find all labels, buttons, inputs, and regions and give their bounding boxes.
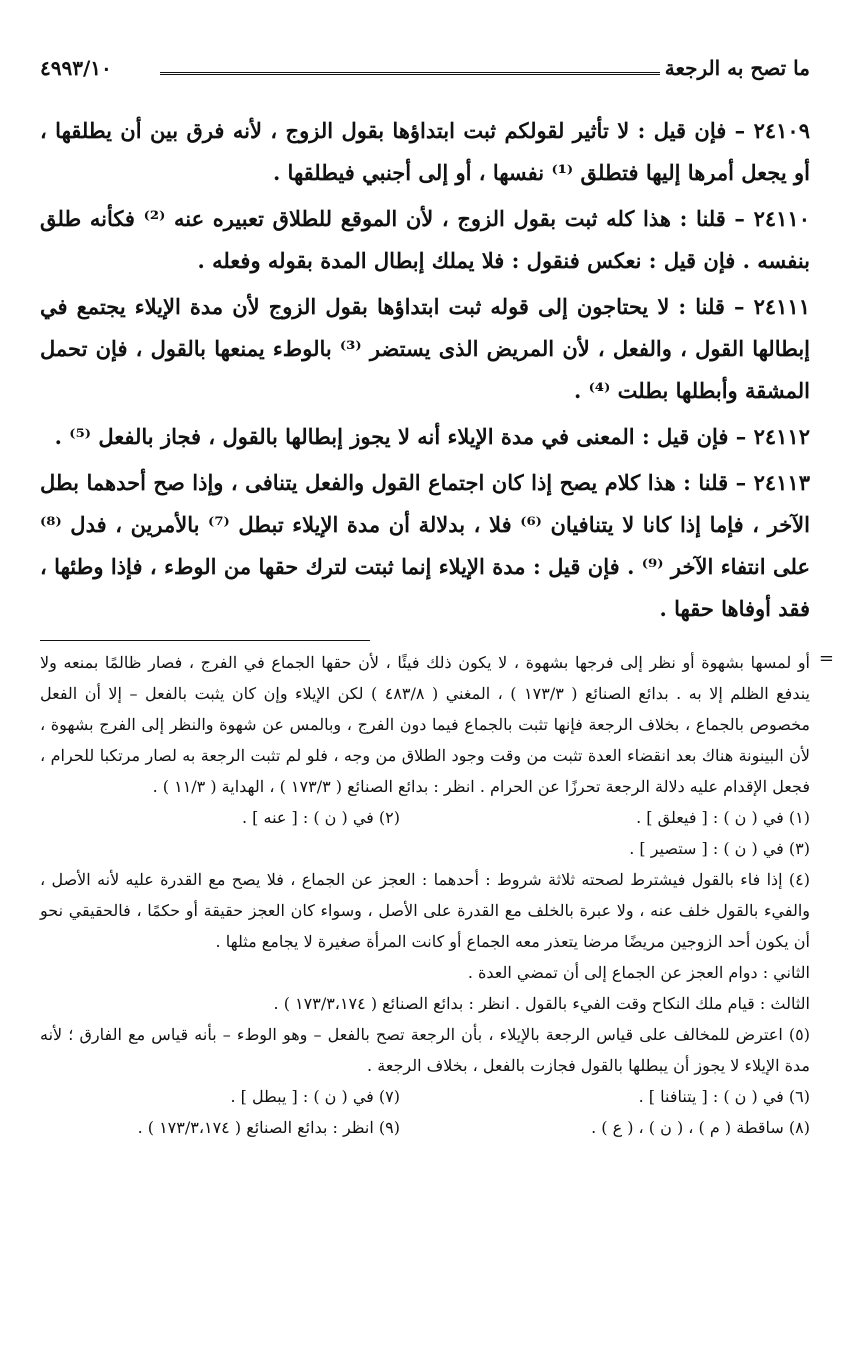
footnote-6: (٦) في ( ن ) : [ يتنافنا ] . [638,1087,810,1106]
paragraph-24109 [40,110,810,194]
footnote-row [40,1081,810,1112]
footnote-4-second: الثاني : دوام العجز عن الجماع إلى أن تمضي العدة . [467,963,810,982]
footnote-row [40,1112,810,1143]
page-number: ٤٩٩٣/١٠ [40,56,112,80]
footnote-4-third: الثالث : قيام ملك النكاح وقت الفيء بالقول . انظر : بدائع الصنائع ( ١٧٣/٣،١٧٤ ) . [273,994,810,1013]
footnote-9: (٩) انظر : بدائع الصنائع ( ١٧٣/٣،١٧٤ ) . [137,1118,400,1137]
paragraph-24110 [40,198,810,282]
footnote-5: (٥) اعترض للمخالف على قياس الرجعة بالإيلاء ، بأن الرجعة تصح بالفعل – وهو الوطء – بأنه قياس مع الفارق ؛ لأنه مدة الإيلاء لا يجوز أن يبطلها بالقول فجازت بالفعل ، بخلاف الرجعة . [40,1025,810,1075]
paragraph-number: ٢٤١١٣ [753,470,810,495]
paragraph-number: ٢٤١٠٩ [753,118,810,143]
footnote-8: (٨) ساقطة ( م ) ، ( ن ) ، ( ع ) . [591,1118,810,1137]
paragraph-text: – فإن قيل : المعنى في مدة الإيلاء أنه لا يجوز إبطالها بالقول ، فجاز بالفعل ⁽⁵⁾ . [54,424,754,449]
page [40,50,834,1143]
footnote-divider [40,640,370,641]
paragraph-24113 [40,462,810,630]
footnote-1: (١) في ( ن ) : [ فيعلق ] . [636,808,810,827]
footnotes-section [40,640,834,1143]
paragraph-number: ٢٤١١١ [753,294,810,319]
main-text [40,110,810,630]
paragraph-number: ٢٤١١٢ [753,424,810,449]
footnote-7: (٧) في ( ن ) : [ يبطل ] . [230,1087,400,1106]
footnote-row [40,802,810,833]
paragraph-24111 [40,286,810,412]
footnote-2: (٢) في ( ن ) : [ عنه ] . [242,808,400,827]
paragraph-text: – قلنا : هذا كلام يصح إذا كان اجتماع القول والفعل يتنافى ، وإذا صح أحدهما بطل الآخر ، فإما إذا كانا لا يتنافيان ⁽⁶⁾ فلا ، بدلالة أن مدة الإيلاء تبطل ⁽⁷⁾ بالأمرين ، فدل ⁽⁸⁾ على انتفاء الآخر ⁽⁹⁾ . فإن قيل : مدة الإيلاء إنما ثبتت لترك حقها من الوطء ، فإذا وطئها ، فقد أوفاها حقها . [40,470,811,621]
paragraph-24112 [40,416,810,458]
running-header [40,50,810,90]
footnote-continuation: أو لمسها بشهوة أو نظر إلى فرجها بشهوة ، لا يكون ذلك فيئًا ، لأن حقها الجماع في الفرج ، فصار ظالمًا بمنعه ولا يندفع الظلم إلا به . بدائع الصنائع ( ١٧٣/٣ ) ، المغني ( ٤٨٣/٨ ) لكن الإيلاء وإن كان يثبت بالفعل – إلا أن الفعل مخصوص بالجماع ، بخلاف الرجعة فإنها تثبت بالجماع فيما دون الفرج ، وبالمس عن شهوة والنظر إلى الفرج بشهوة ، لأن البينونة هناك بعد انقضاء العدة تثبت من وقت وجود الطلاق من وجه ، فلو لم تثبت الرجعة به لصار مرتكبا للحرام ، فجعل الإقدام عليه دلالة الرجعة تحرزًا عن الحرام . انظر : بدائع الصنائع ( ١٧٣/٣ ) ، الهداية ( ١١/٣ ) . [40,653,811,796]
paragraph-text: – فإن قيل : لا تأثير لقولكم ثبت ابتداؤها بقول الزوج ، لأنه فرق بين أن يطلقها ، أو يجعل أمرها إليها فتطلق ⁽¹⁾ نفسها ، أو إلى أجنبي فيطلقها . [40,118,810,185]
paragraph-number: ٢٤١١٠ [753,206,810,231]
continuation-mark: = [818,648,834,669]
chapter-title: ما تصح به الرجعة [664,56,810,80]
paragraph-text: – قلنا : هذا كله ثبت بقول الزوج ، لأن الموقع للطلاق تعبيره عنه ⁽²⁾ فكأنه طلق بنفسه . فإن قيل : نعكس فنقول : فلا يملك إبطال المدة بقوله وفعله . [40,206,810,273]
footnote-4: (٤) إذا فاء بالقول فيشترط لصحته ثلاثة شروط : أحدهما : العجز عن الجماع ، فلا يصح مع القدرة عليه لأنه الأصل ، والفيء بالقول خلف عنه ، ولا عبرة بالخلف مع القدرة على الأصل ، وسواء كان العجز حقيقة أو حكمًا ، فالحقيقي نحو أن يكون أحد الزوجين مريضًا مرضا يتعذر معه الجماع أو كانت المرأة صغيرة لا يجامع مثلها . [40,870,810,951]
paragraph-text: – قلنا : لا يحتاجون إلى قوله ثبت ابتداؤها بقول الزوج لأن مدة الإيلاء يجتمع في إبطالها القول ، والفعل ، لأن المريض الذى يستضر ⁽³⁾ بالوطء يمنعها بالقول ، فإن تحمل المشقة وأبطلها بطلت ⁽⁴⁾ . [40,294,810,403]
footnote-3: (٣) في ( ن ) : [ ستصير ] . [629,839,810,858]
header-rule [160,72,660,75]
